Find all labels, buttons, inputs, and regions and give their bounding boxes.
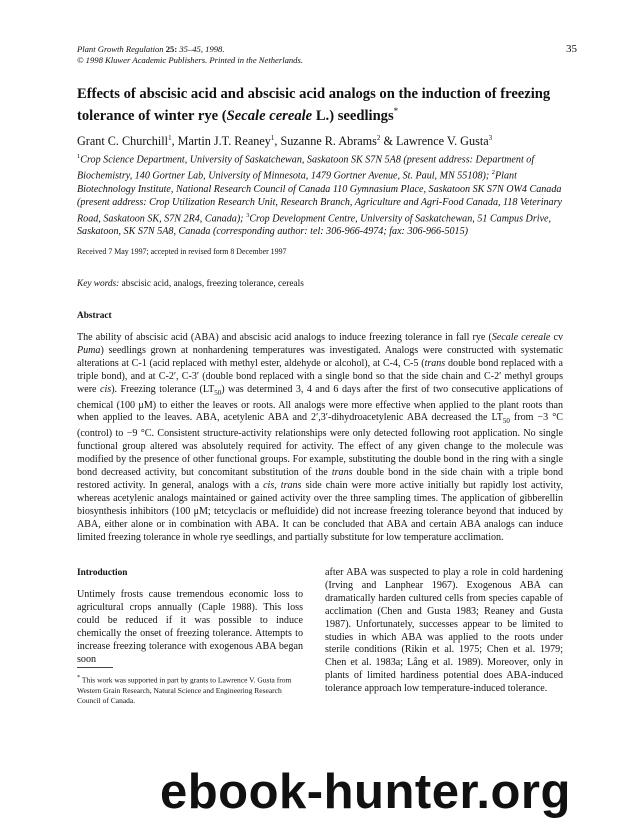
- author-name: Martin J.T. Reaney: [177, 134, 271, 149]
- author-name: Grant C. Churchill: [77, 134, 169, 149]
- abstract-text: side chain were more active initially but rapidly lost activity, whereas acetylenic analogs maintained or gained activity over the three sampling times. The application of gibberellin biosynthesis inhibitors (100 μM; tetcyclacis or mefluidide) did not increase freezing tolerance beyond that induced by ABA, either alone or in combination with ABA. It can be concluded that ABA and certain ABA analogs can induce limited freezing tolerance in whole rye seedlings, and partially substitute for low temperature acclimation.: [77, 479, 563, 543]
- abstract-italic: cis, trans: [263, 479, 302, 491]
- abstract-text: double bond in the side chain with a triple bond restored activity. In general, analogs with a: [77, 467, 564, 491]
- abstract-italic: trans: [331, 467, 353, 479]
- introduction-column-left: Untimely frosts cause tremendous economic loss to agricultural crops annually (Caple 1988). This loss could be reduced if it was possible to induce chemically the onset of freezing tolerance. Attempts to increase freezing tolerance with exogenous ABA began soon: [77, 589, 303, 665]
- affiliation-text: Crop Development Centre, University of Saskatchewan, 51 Campus Drive, Saskatoon, SK S7N 5A8, Canada (corresponding author: tel: 306-966-4974; fax: 306-966-5015): [77, 213, 552, 238]
- abstract-text: ). Freezing tolerance (LT: [111, 383, 215, 395]
- abstract-italic: Puma: [77, 344, 101, 356]
- abstract-subscript: 50: [214, 388, 222, 397]
- author-affiliation-mark: 2: [376, 134, 381, 142]
- author-separator: &: [380, 134, 396, 149]
- author-separator: ,: [274, 134, 281, 149]
- abstract-italic: trans: [424, 357, 446, 369]
- keywords-text: abscisic acid, analogs, freezing tolerance, cereals: [119, 279, 304, 289]
- journal-pages: 35–45, 1998.: [179, 44, 225, 54]
- footnote-rule: [77, 667, 113, 668]
- author-affiliation-mark: 1: [270, 134, 275, 142]
- author-list: [77, 134, 492, 149]
- keywords-label: Key words:: [77, 279, 120, 289]
- abstract-text: ) seedlings grown at nonhardening temperatures was investigated. Analogs were constructed with systematic alterations at C-1 (acid replaced with methyl ester, aldehyde or alcohol), at C-4, C-5 (: [77, 344, 563, 369]
- affiliation-text: Crop Science Department, University of Saskatchewan, Saskatoon SK S7N 5A8 (present address: Department of Biochemistry, 140 Gortner Lab, University of Minnesota, 1479 Gortner Avenue, St. Paul, MN 55108);: [77, 154, 535, 182]
- abstract-italic: cis: [100, 383, 112, 395]
- journal-name: Plant Growth Regulation: [77, 44, 164, 54]
- author-name: Lawrence V. Gusta: [396, 134, 489, 149]
- paper-title: [77, 86, 567, 125]
- author-affiliation-mark: 3: [488, 134, 493, 142]
- introduction-column-right: after ABA was suspected to play a role in cold hardening (Irving and Lanphear 1967). Exogenous ABA can dramatically harden cultured cells from species capable of acclimation (Chen and Gusta 1983; Reaney and Gusta 1987). Unfortunately, successes appear to be limited to studies in which ABA was applied to the roots under sterile conditions (Rikin et al. 1975; Chen et al. 1979; Chen et al. 1983a; Lång et al. 1989). Moreover, only in plants of limited hardiness potential does ABA-induced tolerance approach low temperature-induced tolerance.: [325, 567, 563, 695]
- abstract-text: from −3 °C (control) to −9 °C. Consistent structure-activity relationships were only detected following root application. No single functional group altered was absolutely required for activity. The effect of any given change to the molecule was modified by the presence of other functional groups. For example, substituting the double bond in the ring with a single bond decreased activity, but concomitant substitution of the: [77, 412, 563, 479]
- affiliation-number: 2: [491, 169, 495, 177]
- title-species: Secale cereale: [226, 107, 313, 124]
- abstract-italic: Secale cereale: [491, 332, 551, 343]
- journal-volume: 25:: [165, 44, 178, 54]
- abstract-body: [77, 332, 563, 545]
- abstract-text: cv: [550, 332, 563, 343]
- abstract-text: ) was determined 3, 4 and 6 days after the first of two consecutive applications of chemical (100 μM) to either the leaves or roots. All analogs were more effective when applied to the plant roots than when applied to the leaves. ABA, acetylenic ABA and 2′,3′-dihydroacetylenic ABA decreased the LT: [77, 383, 563, 424]
- author-separator: ,: [171, 134, 178, 149]
- watermark: ebook-hunter.org: [160, 765, 571, 819]
- footnote: [77, 673, 303, 706]
- affiliation-number: 1: [77, 153, 81, 160]
- abstract-heading: Abstract: [77, 311, 112, 321]
- journal-header: [77, 44, 303, 66]
- affiliation-number: 3: [246, 211, 250, 219]
- footnote-text: This work was supported in part by grants to Lawrence V. Gusta from Western Grain Research, Natural Science and Engineering Research Council of Canada.: [77, 675, 292, 705]
- title-text-end: L.) seedlings: [312, 107, 394, 124]
- title-footnote-mark: *: [393, 106, 399, 116]
- keywords: [77, 279, 304, 289]
- author-affiliation-mark: 1: [168, 134, 172, 142]
- footnote-mark: *: [77, 674, 81, 681]
- copyright-line: © 1998 Kluwer Academic Publishers. Printed in the Netherlands.: [77, 55, 303, 65]
- introduction-heading: Introduction: [77, 568, 128, 578]
- abstract-text: The ability of abscisic acid (ABA) and abscisic acid analogs to induce freezing tolerance in fall rye (: [77, 332, 492, 343]
- affiliation-text: Plant Biotechnology Institute, National Research Council of Canada 110 Gymnasium Place, Saskatoon SK S7N OW4 Canada (present address: Crop Utilization Research Unit, Research Branch, Agriculture and Agri-Food Canada, 118 Veterinary Road, Saskatoon SK, S7N 2R4, Canada);: [77, 170, 563, 225]
- abstract-text: double bond replaced with a triple bond), and at C-2′, C-3′ (double bond replaced with a single bond so that the side chain and C-2′ methyl groups were: [77, 357, 563, 395]
- affiliations: [77, 150, 563, 238]
- received-dates: Received 7 May 1997; accepted in revised form 8 December 1997: [77, 247, 287, 256]
- author-name: Suzanne R. Abrams: [280, 134, 377, 149]
- page-number: 35: [566, 43, 577, 55]
- title-text: Effects of abscisic acid and abscisic acid analogs on the induction of freezing tolerance of winter rye (: [77, 86, 551, 124]
- abstract-subscript: 50: [502, 417, 510, 426]
